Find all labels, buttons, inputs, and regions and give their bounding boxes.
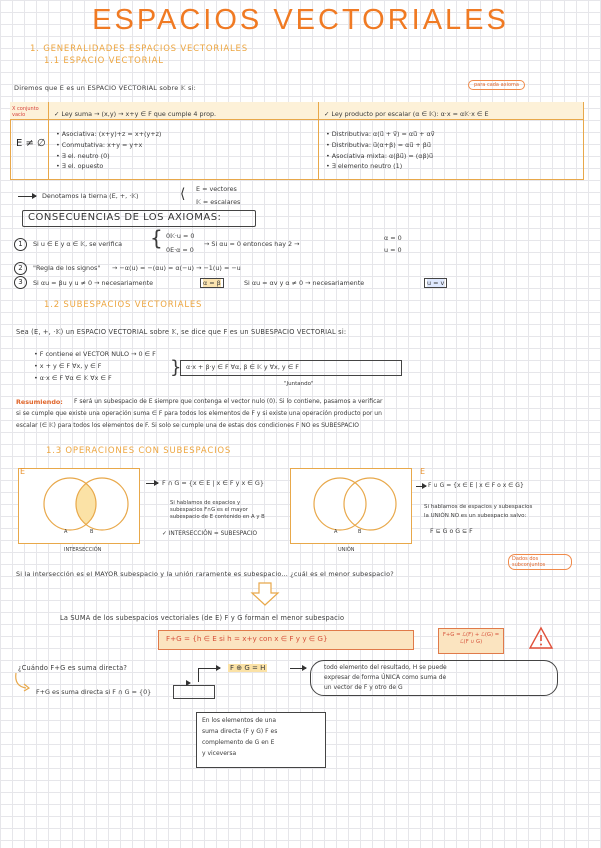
section-1-2-heading: 1.2 SUBESPACIOS VECTORIALES bbox=[44, 300, 203, 310]
intersection-a-label: A bbox=[64, 529, 68, 535]
circle-b bbox=[344, 478, 396, 530]
direct-sum-oplus: F ⊕ G = H bbox=[230, 664, 266, 672]
arrow-icon bbox=[198, 668, 220, 669]
sum-definition: F+G = {h ∈ E si h = x+y con x ∈ F y y ∈ G} bbox=[166, 634, 328, 643]
consequence-1-a: 0𝕂·u = 0 bbox=[166, 232, 195, 240]
u-v-result: u = v bbox=[427, 279, 445, 287]
summary-line-1: F será un subespacio de E siempre que contenga el vector nulo (0). Si lo contiene, pasamos a verificar bbox=[74, 398, 383, 405]
table-divider-2 bbox=[318, 102, 319, 179]
direct-sum-definition: F+G es suma directa si F ∩ G = {0} bbox=[36, 688, 152, 696]
intersection-caption: INTERSECCIÓN bbox=[64, 547, 102, 553]
consequence-1-b: 0E·α = 0 bbox=[166, 246, 194, 254]
uniqueness-note-3: un vector de F y otro de G bbox=[324, 684, 403, 691]
sum-statement: La SUMA de los subespacios vectoriales (de E) F y G forman el menor subespacio bbox=[60, 614, 345, 622]
intersection-subspace-check: ✓ INTERSECCIÓN = SUBESPACIO bbox=[162, 531, 258, 537]
arrow-icon bbox=[146, 483, 158, 484]
number-1-icon: 1 bbox=[14, 238, 27, 251]
sum-property-4: • ∃ el. opuesto bbox=[56, 162, 104, 170]
consequence-1-d: α = 0 bbox=[384, 234, 402, 242]
subspace-condition-1: • F contiene el VECTOR NULO → 0 ∈ F bbox=[34, 350, 156, 358]
juntando-label: "Juntando" bbox=[284, 381, 314, 387]
sum-property-3: • ∃ el. neutro (0) bbox=[56, 152, 110, 160]
scalar-law-header: ✓ Ley producto por escalar (α ∈ 𝕂): α·x = α𝕂·x ∈ E bbox=[324, 110, 489, 118]
complement-note-4: y viceversa bbox=[202, 750, 237, 757]
union-a-label: A bbox=[334, 529, 338, 535]
union-note-2: la UNIÓN NO es un subespacio salvo: bbox=[424, 513, 527, 519]
circle-a bbox=[314, 478, 366, 530]
section-1-heading: 1. GENERALIDADES ESPACIOS VECTORIALES bbox=[30, 44, 248, 54]
down-arrow-icon bbox=[250, 582, 280, 606]
complement-note-1: En los elementos de una bbox=[202, 717, 277, 724]
intersection-b-label: B bbox=[90, 529, 94, 535]
connector-line bbox=[198, 668, 199, 682]
intersection-definition: F ∩ G = {x ∈ E | x ∈ F y x ∈ G} bbox=[162, 479, 264, 487]
empty-set-header: X conjunto vacío bbox=[12, 106, 39, 118]
table-header-line bbox=[10, 119, 583, 120]
sum-law-header: ✓ Ley suma → (x,y) → x+y ∈ F que cumple 4 prop. bbox=[54, 110, 217, 118]
uniqueness-note-1: todo elemento del resultado, H se puede bbox=[324, 664, 447, 671]
direct-sum-question: ¿Cuándo F+G es suma directa? bbox=[18, 664, 128, 672]
section-1-3-heading: 1.3 OPERACIONES CON SUBESPACIOS bbox=[46, 446, 232, 456]
arrow-icon bbox=[18, 196, 36, 197]
union-b-label: B bbox=[358, 529, 362, 535]
arrow-icon bbox=[416, 486, 426, 487]
direct-sum-condition-box bbox=[173, 685, 215, 699]
page-title: ESPACIOS VECTORIALES bbox=[92, 4, 509, 36]
sign-rule-label: "Regla de los signos" bbox=[33, 264, 101, 272]
table-divider-1 bbox=[48, 102, 49, 179]
sum-property-2: • Conmutativa: x+y = y+x bbox=[56, 141, 143, 149]
vector-space-intro: Diremos que E es un ESPACIO VECTORIAL sobre 𝕂 si: bbox=[14, 84, 197, 92]
intersection-note-1: Si hablamos de espacios y bbox=[170, 500, 241, 506]
intersection-note-2: subespacios F∩G es el mayor bbox=[170, 507, 248, 513]
union-exception: F ⊆ G o G ⊆ F bbox=[430, 528, 473, 535]
number-3-icon: 3 bbox=[14, 276, 27, 289]
intersection-e-label: E bbox=[20, 467, 26, 476]
arrow-icon bbox=[290, 668, 306, 669]
denote-scalars: 𝕂 = escalares bbox=[196, 198, 241, 206]
axioms-pill: para cada axioma bbox=[468, 80, 525, 90]
brace-icon: ⟨ bbox=[180, 186, 186, 202]
consequences-title: CONSECUENCIAS DE LOS AXIOMAS: bbox=[28, 212, 222, 223]
span-equality: F+G = ℒ(F) + ℒ(G) = ℒ(F ∪ G) bbox=[442, 632, 500, 645]
consequence-1-e: u = 0 bbox=[384, 246, 402, 254]
denote-vectors: E = vectores bbox=[196, 185, 237, 193]
curved-arrow-icon bbox=[12, 672, 32, 694]
summary-label: Resumiendo: bbox=[16, 398, 63, 406]
complement-note-3: complemento de G en E bbox=[202, 739, 275, 746]
union-e-label: E bbox=[420, 467, 426, 476]
consequence-1-text: Si u ∈ E y α ∈ 𝕂, se verifica bbox=[33, 240, 123, 248]
brace-icon: } bbox=[170, 357, 182, 378]
section-1-1-heading: 1.1 ESPACIO VECTORIAL bbox=[44, 56, 164, 66]
smallest-subspace-question: Si la intersección es el MAYOR subespacio y la unión raramente es subespacio... ¿cuál es el menor subespacio? bbox=[16, 570, 394, 578]
consequence-3-text: Si αu = βu y u ≠ 0 → necesariamente bbox=[33, 279, 154, 287]
consequence-3-mid: Si αu = αv y α ≠ 0 → necesariamente bbox=[244, 279, 365, 287]
combined-condition: α·x + β·y ∈ F ∀α, β ∈ 𝕂 y ∀x, y ∈ F bbox=[186, 363, 299, 371]
intersection-venn-diagram bbox=[18, 468, 139, 543]
intersection-note-3: subespacio de E contenido en A y B bbox=[170, 514, 265, 520]
consequence-1-c: → Si αu = 0 entonces hay 2 → bbox=[204, 240, 300, 248]
u-v-highlight bbox=[424, 278, 447, 288]
alpha-beta-highlight bbox=[200, 278, 224, 288]
complement-note-2: suma directa (F y G) F es bbox=[202, 728, 278, 735]
brace-icon: { bbox=[150, 226, 163, 250]
sum-property-1: • Asociativa: (x+y)+z = x+(y+z) bbox=[56, 130, 162, 138]
denote-text: Denotamos la tierna (E, +, ·𝕂) bbox=[42, 192, 139, 200]
union-caption: UNIÓN bbox=[338, 547, 355, 553]
scalar-property-4: • ∃ elemento neutro (1) bbox=[326, 162, 403, 170]
sign-rule-text: → −α(u) = −(αu) = α(−u) → −1(u) = −u bbox=[112, 264, 241, 272]
subspace-intro: Sea (E, +, ·𝕂) un ESPACIO VECTORIAL sobre 𝕂, se dice que F es un SUBESPACIO VECTORIAL si: bbox=[16, 328, 347, 336]
union-note-1: Si hablamos de espacios y subespacios bbox=[424, 504, 533, 510]
alpha-beta-result: α = β bbox=[203, 279, 221, 287]
scalar-property-1: • Distributiva: α(u⃗ + v⃗) = αu⃗ + αv⃗ bbox=[326, 130, 435, 138]
nonempty-condition: E ≠ ∅ bbox=[16, 138, 46, 149]
scalar-property-2: • Distributiva: u⃗(α+β) = αu⃗ + βu⃗ bbox=[326, 141, 431, 149]
summary-line-3: escalar (∈ 𝕂) para todos los elementos de F. Si solo se cumple una de estas dos condiciones F NO es SUBESPACIO bbox=[16, 422, 359, 429]
subspace-condition-3: • α·x ∈ F ∀α ∈ 𝕂 ∀x ∈ F bbox=[34, 374, 112, 382]
number-2-icon: 2 bbox=[14, 262, 27, 275]
scalar-property-3: • Asociativa mixta: α(βu⃗) = (αβ)u⃗ bbox=[326, 152, 434, 160]
subspace-condition-2: • x + y ∈ F ∀x, y ∈ F bbox=[34, 362, 102, 370]
union-venn-diagram bbox=[290, 468, 411, 543]
summary-line-2: si se cumple que existe una operación suma ∈ F para todos los elementos de F y si existe una operación producto por un bbox=[16, 410, 382, 417]
direct-sum-notation bbox=[228, 664, 267, 672]
union-definition: F ∪ G = {x ∈ E | x ∈ F o x ∈ G} bbox=[428, 482, 524, 489]
subsets-note: Dados dos subconjuntos bbox=[508, 554, 572, 570]
uniqueness-note-2: expresar de forma ÚNICA como suma de bbox=[324, 674, 447, 681]
warning-icon bbox=[528, 626, 554, 650]
